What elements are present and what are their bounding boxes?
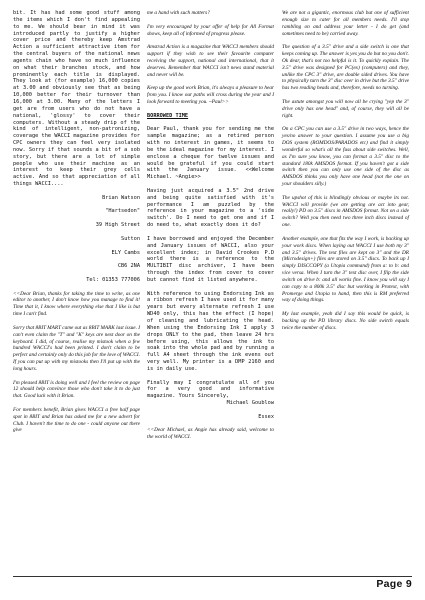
editor-reply: My last example, yeah did I say this would be quick, is backing up the PD library discs. No side switch equals twice the number of discs. bbox=[282, 311, 409, 331]
page-footer bbox=[13, 576, 412, 590]
letter-body: I have borrowed and enjoyed the December and January issues of WACCI, also your excellent index; in David Crookes P.D world there is a reference to the MULTIBIT disc archiver, I have been through the index from cover to cover but cannot find it listed anywhere. bbox=[147, 235, 274, 283]
editor-reply: <<Dear Michael, as Angie has already said, welcome to the world of WACCI. bbox=[147, 427, 274, 441]
editor-reply: The question of a 3.5" drive and a side switch is one that keeps coming up. The answer is yes you do but no you don't. Ok dear, that's not too helpful is it. To quickly explain. The 3.5" drive was designed for PC(ex) (computers) and they, unlike the CPC 3" drive, are double sided drives. You have to physically turn the 3" disc over in drive but the 3.5" drive has two reading heads and, therefore, needs no turning. bbox=[282, 44, 409, 92]
letter-body: Dear Paul, thank you for sending me the sample magazine; as a retired person with no interest in games, it seems to be the ideal magazine for my interest. I enclose a cheque for twelve issues and would be grateful if you could start with the January issue. <<Welcome Michael. ~Angie>> bbox=[147, 126, 274, 181]
editor-reply: I'm very encouraged by your offer of help for All Format shows, keep all of informed of progress please. bbox=[147, 23, 274, 37]
letter-body: With reference to using Endorsing Ink as a ribbon refresh I have used it for many years but every alternate refresh I use WD40 only, this has the effect (I hope) of cleaning and lubricating the head. When using the Endorsing Ink I apply 3 drops ONLY to the pad, then leave 24 hrs before using, this allows the ink to soak into the whole pad and by running a full A4 sheet through the ink evens out very well. My printer is a DMP 2160 and is in daily use. bbox=[147, 290, 274, 372]
signature-name: Michael Goublow bbox=[226, 400, 274, 407]
signature-location: Essex bbox=[258, 413, 274, 420]
editor-reply: Another example, one that fits the way I work, is backing up your work discs. When laying out WACCI I use both my 3" and 3.5" drives. The text files are kept on 3" and the DR (Microdesign+) files are stored on 3.5" discs. To back up I simply DISCCOPY (a Utopia command) from a: to b: and vice versa. When I turn the 3" text disc over, I flip the side switch on drive b: and all works fine. I know you will say I can copy to a 800k 3.5" disc but working in Protext, with Promerge and Utopia to hand, then this is RM preferred way of doing things. bbox=[282, 235, 409, 304]
editor-reply: Amstrad Action is a magazine that WACCI members should support if they wish to see their favourite computer receiving the support, national and international, that it deserves. Remember that WACCI isn't news stand material and never will be. bbox=[147, 44, 274, 78]
editor-reply: I'm pleased 8BIT is doing well and I feel the review on page 12 should help convince those who don't take it to do just that. Good luck with it Brian. bbox=[13, 379, 140, 400]
editor-reply: Sorry that 8BIT MART came out as 8BIT MARK last issue. I can't even claim the "T" and "K" keys are next door on the keyboard. I did, of course, realise my mistook when a few hundred WACCI's had been printed. I don't claim to be perfect and certainly only do this job for the love of WACCI. If you can put up with my mistooks then I'll put up with the long hours. bbox=[13, 324, 140, 372]
column-1 bbox=[13, 10, 140, 441]
address-line: "Hartsedon" bbox=[105, 208, 140, 215]
editor-reply: The upshot of this is blindingly obvious or maybe its not. WACCI will provide (we are getting are act into gear, really!) PD on 3.5" discs in AMSDOS format. Not on a side switch? Well you then need two three inch discs instead of one. bbox=[282, 194, 409, 229]
address-line: Sutton bbox=[121, 235, 140, 242]
editor-reply: <<Dear Brian, thanks for taking the time to write, as one editor to another, I don't know how you manage to find it! Time that it, I know where everything else that I like is but time I can't find. bbox=[13, 290, 140, 318]
letter-body: bit. It has had some good stuff among the items which I don't find appealing to me. We should bear in mind it was introduced partly to justify a higher cover price and thereby keep Amstrad Action a sufficient attractive item for the central buyers of the national news agents chain who have so much influence on what their branches stock, and how prominently each title is displayed. They look at (for example) 16,000 copies at 3.00 and obviously see that as being 10,000 better for their turnover than 16,000 at 3.00. Many of the letters I get are from users who do not have a national, 'glossy' to cover their computers. Without a steady drip of the kind of intelligent, non-patronizing, coverage the WACCI magazine provides for CPC owners they can feel very isolated now. Sorry if that sounds a bit of a sob story, but there are a lot of simple people who use their machine as an interest to keep their grey cells active. And so that appreciation of all things WACCI.... bbox=[13, 10, 140, 188]
editor-reply: On a CPC you can use a 3.5" drive in two ways, hence the yes/no answer to your question. I assume you use a big DOS system (ROMDOS/PARADOS etc) and find it simply wonderful so what's all the fuss about side switches. Well, as I'm sure you know, you can format a 3.5" disc to the standard 180k AMSDOS format. If you haven't got a side switch then you can only use one side of the disc as AMSDOS thinks you only have one head (not the one on your shoulders silly.) bbox=[282, 126, 409, 188]
signature bbox=[147, 400, 274, 421]
editor-reply: For members benefit, Brian gives WACCI a free half page spot in 8BIT and Brian has asked me for a new advert for Club. I haven't the time to do one - could anyone out there give bbox=[13, 406, 140, 434]
address-line: ELY Cambs bbox=[111, 249, 140, 256]
footer-rule bbox=[13, 576, 412, 577]
editor-reply: The astute amongst you will now all be crying "yep the 3" drive only has one head" and, of course, they will all be right. bbox=[282, 98, 409, 119]
address-line: CB6 2NA bbox=[117, 263, 140, 270]
sender-address bbox=[13, 195, 140, 284]
address-line: Brian Watson bbox=[102, 194, 140, 201]
address-line: Tel: 01353 777006 bbox=[86, 276, 140, 283]
column-3 bbox=[282, 10, 409, 339]
column-2 bbox=[147, 10, 274, 448]
editor-reply: me a hand with such matters? bbox=[147, 10, 210, 16]
address-line: 39 High Street bbox=[95, 222, 140, 229]
page-number: Page 9 bbox=[376, 578, 412, 590]
editor-reply: Keep up the good work Brian, it's always a pleasure to hear from you. I know our paths will cross during the year and I look forward to meeting you. ~Paul>> bbox=[147, 85, 274, 105]
editor-reply: We are not a gigantic, enormous club but one of sufficient enough size to cater for all members needs. I'll stop rambling on and address your letter - I do get (and sometimes need to be) carried away. bbox=[282, 10, 409, 37]
letter-body: Finally may I congratulate all of you for a very good and informative magazine. Yours Sincerely, bbox=[147, 379, 274, 400]
section-heading: BORROWED TIME bbox=[147, 112, 189, 119]
letter-body: Having just acquired a 3.5" 2nd drive and being quite satisfied with it's performance I am puzzled by the reference in your magazine to a 'side switch'. Do I need to get one and if I do need to, what exactly does it do? bbox=[147, 187, 274, 229]
